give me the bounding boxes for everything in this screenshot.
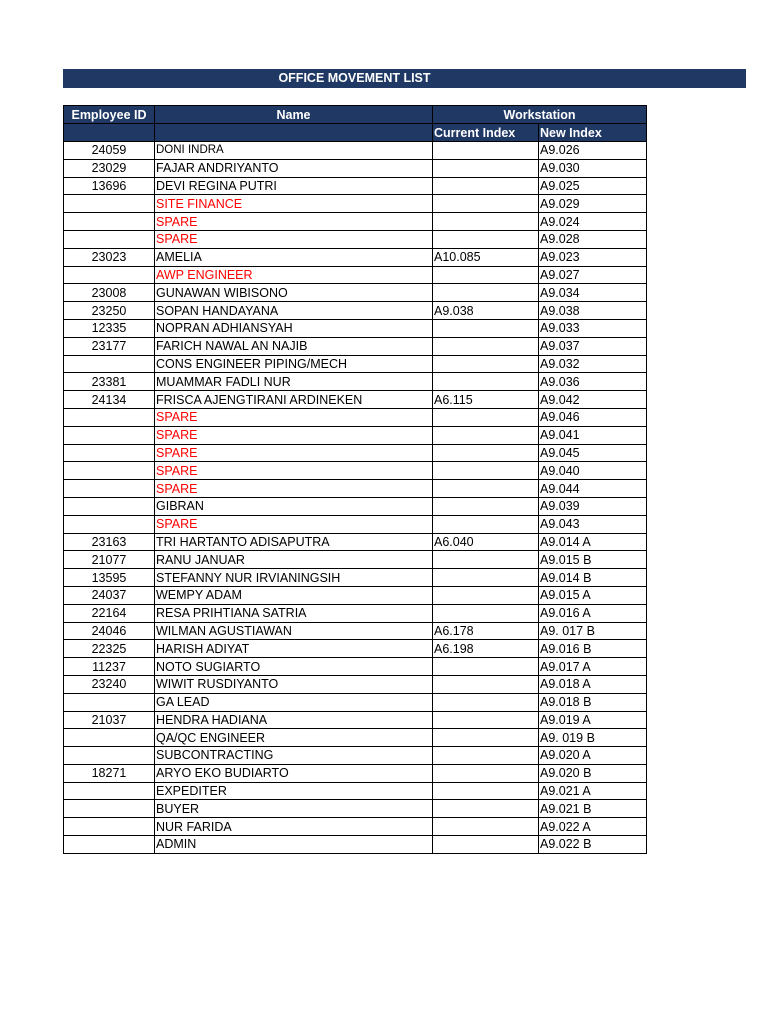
name-cell: SPARE [155, 408, 433, 426]
table-row [64, 355, 647, 373]
table-row [64, 426, 647, 444]
name-cell: WIWIT RUSDIYANTO [155, 675, 433, 693]
name-cell: AWP ENGINEER [155, 266, 433, 284]
table-row [64, 284, 647, 302]
table-row [64, 195, 647, 213]
name-cell: SUBCONTRACTING [155, 747, 433, 765]
current-index-cell [433, 764, 539, 782]
table-row [64, 675, 647, 693]
employee-id-cell [64, 230, 155, 248]
name-cell: SPARE [155, 426, 433, 444]
new-index-cell: A9.034 [539, 284, 647, 302]
new-index-cell: A9.030 [539, 159, 647, 177]
name-cell: QA/QC ENGINEER [155, 729, 433, 747]
current-index-cell [433, 462, 539, 480]
current-index-cell [433, 142, 539, 160]
name-cell: WILMAN AGUSTIAWAN [155, 622, 433, 640]
new-index-cell: A9.016 A [539, 604, 647, 622]
name-header: Name [155, 106, 433, 124]
current-index-cell: A6.178 [433, 622, 539, 640]
employee-id-cell: 11237 [64, 658, 155, 676]
table-header [64, 106, 647, 142]
table-row [64, 586, 647, 604]
employee-id-cell [64, 355, 155, 373]
current-index-cell [433, 444, 539, 462]
current-index-cell [433, 480, 539, 498]
new-index-cell: A9.036 [539, 373, 647, 391]
name-cell: MUAMMAR FADLI NUR [155, 373, 433, 391]
new-index-cell: A9.015 A [539, 586, 647, 604]
current-index-cell [433, 693, 539, 711]
employee-id-cell [64, 515, 155, 533]
new-index-header: New Index [539, 124, 647, 142]
new-index-cell: A9.025 [539, 177, 647, 195]
current-index-cell [433, 836, 539, 854]
current-index-cell [433, 266, 539, 284]
table-row [64, 622, 647, 640]
new-index-cell: A9.018 B [539, 693, 647, 711]
current-index-cell [433, 230, 539, 248]
table-row [64, 497, 647, 515]
new-index-cell: A9.017 A [539, 658, 647, 676]
name-cell: SOPAN HANDAYANA [155, 302, 433, 320]
employee-id-cell: 13696 [64, 177, 155, 195]
new-index-cell: A9.022 B [539, 836, 647, 854]
new-index-cell: A9.014 A [539, 533, 647, 551]
current-index-cell [433, 747, 539, 765]
current-index-cell [433, 159, 539, 177]
current-index-cell [433, 515, 539, 533]
current-index-header: Current Index [433, 124, 539, 142]
table-body [64, 142, 647, 854]
workstation-header: Workstation [433, 106, 647, 124]
title-bar [63, 69, 746, 88]
employee-id-cell [64, 497, 155, 515]
new-index-cell: A9.029 [539, 195, 647, 213]
current-index-cell [433, 818, 539, 836]
name-cell: SPARE [155, 462, 433, 480]
new-index-cell: A9.021 A [539, 782, 647, 800]
current-index-cell: A6.040 [433, 533, 539, 551]
table-row [64, 658, 647, 676]
name-cell: BUYER [155, 800, 433, 818]
name-cell: NUR FARIDA [155, 818, 433, 836]
table-row [64, 213, 647, 231]
table-row [64, 747, 647, 765]
name-cell: FRISCA AJENGTIRANI ARDINEKEN [155, 391, 433, 409]
name-cell: SPARE [155, 230, 433, 248]
new-index-cell: A9. 019 B [539, 729, 647, 747]
new-index-cell: A9.041 [539, 426, 647, 444]
table-row [64, 142, 647, 160]
name-cell: FARICH NAWAL AN NAJIB [155, 337, 433, 355]
table-row [64, 373, 647, 391]
name-cell: TRI HARTANTO ADISAPUTRA [155, 533, 433, 551]
current-index-cell [433, 177, 539, 195]
employee-id-cell: 23240 [64, 675, 155, 693]
employee-id-cell: 22164 [64, 604, 155, 622]
name-cell: ADMIN [155, 836, 433, 854]
new-index-cell: A9.020 A [539, 747, 647, 765]
current-index-cell: A10.085 [433, 248, 539, 266]
name-cell: WEMPY ADAM [155, 586, 433, 604]
name-cell: STEFANNY NUR IRVIANINGSIH [155, 569, 433, 587]
name-cell: EXPEDITER [155, 782, 433, 800]
table-row [64, 408, 647, 426]
employee-id-cell [64, 729, 155, 747]
current-index-cell [433, 800, 539, 818]
employee-id-cell [64, 800, 155, 818]
table-row [64, 319, 647, 337]
employee-id-cell: 24046 [64, 622, 155, 640]
table-row [64, 230, 647, 248]
employee-id-cell: 23008 [64, 284, 155, 302]
table-row [64, 693, 647, 711]
new-index-cell: A9.044 [539, 480, 647, 498]
new-index-cell: A9.022 A [539, 818, 647, 836]
current-index-cell: A6.198 [433, 640, 539, 658]
employee-id-cell: 23381 [64, 373, 155, 391]
current-index-cell [433, 213, 539, 231]
new-index-cell: A9.038 [539, 302, 647, 320]
name-cell: SITE FINANCE [155, 195, 433, 213]
current-index-cell [433, 373, 539, 391]
table-row [64, 818, 647, 836]
name-cell: GA LEAD [155, 693, 433, 711]
name-cell: CONS ENGINEER PIPING/MECH [155, 355, 433, 373]
new-index-cell: A9.016 B [539, 640, 647, 658]
employee-id-cell: 23023 [64, 248, 155, 266]
current-index-cell [433, 284, 539, 302]
employee-id-cell: 18271 [64, 764, 155, 782]
new-index-cell: A9. 017 B [539, 622, 647, 640]
table-row [64, 391, 647, 409]
new-index-cell: A9.037 [539, 337, 647, 355]
current-index-cell [433, 408, 539, 426]
table-row [64, 764, 647, 782]
current-index-cell [433, 319, 539, 337]
name-cell: SPARE [155, 515, 433, 533]
current-index-cell: A9.038 [433, 302, 539, 320]
employee-id-cell [64, 426, 155, 444]
table-row [64, 551, 647, 569]
table-row [64, 533, 647, 551]
table-row [64, 782, 647, 800]
table-row [64, 444, 647, 462]
current-index-cell [433, 569, 539, 587]
new-index-cell: A9.046 [539, 408, 647, 426]
name-cell: NOTO SUGIARTO [155, 658, 433, 676]
table-row [64, 337, 647, 355]
employee-id-cell [64, 195, 155, 213]
current-index-cell [433, 729, 539, 747]
table-row [64, 836, 647, 854]
current-index-cell [433, 675, 539, 693]
new-index-cell: A9.027 [539, 266, 647, 284]
name-cell: RESA PRIHTIANA SATRIA [155, 604, 433, 622]
employee-id-cell: 21037 [64, 711, 155, 729]
current-index-cell [433, 782, 539, 800]
name-cell: ARYO EKO BUDIARTO [155, 764, 433, 782]
new-index-cell: A9.024 [539, 213, 647, 231]
employee-id-cell [64, 213, 155, 231]
name-cell: NOPRAN ADHIANSYAH [155, 319, 433, 337]
table-row [64, 569, 647, 587]
current-index-cell [433, 355, 539, 373]
new-index-cell: A9.015 B [539, 551, 647, 569]
table-row [64, 159, 647, 177]
employee-id-subheader [64, 124, 155, 142]
current-index-cell: A6.115 [433, 391, 539, 409]
employee-id-cell: 23029 [64, 159, 155, 177]
new-index-cell: A9.039 [539, 497, 647, 515]
table-row [64, 462, 647, 480]
employee-id-cell: 21077 [64, 551, 155, 569]
name-cell: GUNAWAN WIBISONO [155, 284, 433, 302]
employee-id-cell [64, 444, 155, 462]
current-index-cell [433, 497, 539, 515]
employee-id-cell: 23177 [64, 337, 155, 355]
name-cell: HARISH ADIYAT [155, 640, 433, 658]
name-cell: AMELIA [155, 248, 433, 266]
current-index-cell [433, 658, 539, 676]
employee-id-cell: 12335 [64, 319, 155, 337]
current-index-cell [433, 195, 539, 213]
employee-id-cell: 23250 [64, 302, 155, 320]
new-index-cell: A9.045 [539, 444, 647, 462]
table-row [64, 604, 647, 622]
new-index-cell: A9.033 [539, 319, 647, 337]
name-cell: SPARE [155, 480, 433, 498]
name-cell: HENDRA HADIANA [155, 711, 433, 729]
current-index-cell [433, 551, 539, 569]
new-index-cell: A9.026 [539, 142, 647, 160]
employee-id-cell: 23163 [64, 533, 155, 551]
name-cell: DEVI REGINA PUTRI [155, 177, 433, 195]
table-row [64, 640, 647, 658]
new-index-cell: A9.042 [539, 391, 647, 409]
current-index-cell [433, 711, 539, 729]
new-index-cell: A9.014 B [539, 569, 647, 587]
new-index-cell: A9.040 [539, 462, 647, 480]
table-row [64, 302, 647, 320]
employee-id-header: Employee ID [64, 106, 155, 124]
current-index-cell [433, 604, 539, 622]
name-cell: GIBRAN [155, 497, 433, 515]
name-cell: SPARE [155, 444, 433, 462]
employee-id-cell: 24059 [64, 142, 155, 160]
employee-id-cell [64, 836, 155, 854]
name-cell: DONI INDRA [155, 142, 433, 160]
employee-id-cell: 22325 [64, 640, 155, 658]
table-row [64, 266, 647, 284]
new-index-cell: A9.023 [539, 248, 647, 266]
table-row [64, 729, 647, 747]
employee-id-cell [64, 782, 155, 800]
current-index-cell [433, 586, 539, 604]
employee-id-cell [64, 408, 155, 426]
new-index-cell: A9.028 [539, 230, 647, 248]
name-subheader [155, 124, 433, 142]
new-index-cell: A9.043 [539, 515, 647, 533]
employee-id-cell: 24134 [64, 391, 155, 409]
new-index-cell: A9.021 B [539, 800, 647, 818]
current-index-cell [433, 337, 539, 355]
table-row [64, 515, 647, 533]
employee-id-cell [64, 693, 155, 711]
employee-id-cell [64, 480, 155, 498]
document-title: OFFICE MOVEMENT LIST [278, 71, 431, 85]
table-row [64, 248, 647, 266]
name-cell: FAJAR ANDRIYANTO [155, 159, 433, 177]
table-row [64, 480, 647, 498]
employee-id-cell [64, 818, 155, 836]
employee-id-cell: 24037 [64, 586, 155, 604]
table-row [64, 711, 647, 729]
name-cell: SPARE [155, 213, 433, 231]
movement-table [63, 105, 647, 854]
new-index-cell: A9.020 B [539, 764, 647, 782]
table-row [64, 177, 647, 195]
new-index-cell: A9.019 A [539, 711, 647, 729]
employee-id-cell [64, 747, 155, 765]
table-row [64, 800, 647, 818]
new-index-cell: A9.018 A [539, 675, 647, 693]
employee-id-cell: 13595 [64, 569, 155, 587]
name-cell: RANU JANUAR [155, 551, 433, 569]
employee-id-cell [64, 266, 155, 284]
employee-id-cell [64, 462, 155, 480]
current-index-cell [433, 426, 539, 444]
new-index-cell: A9.032 [539, 355, 647, 373]
